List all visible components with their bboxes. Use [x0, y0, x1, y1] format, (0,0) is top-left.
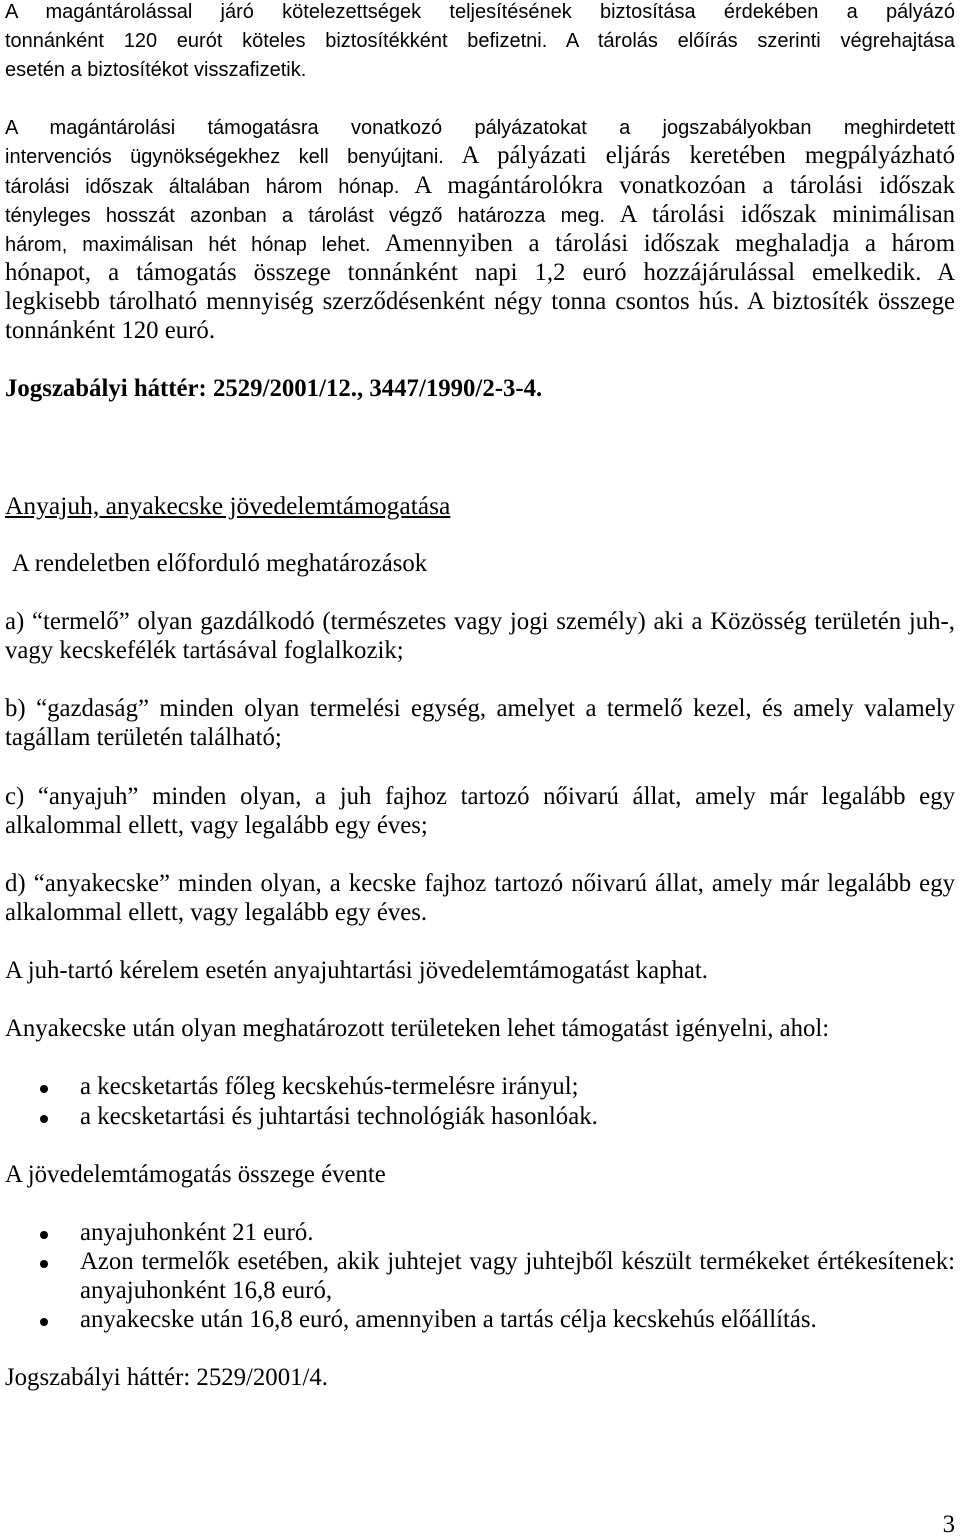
definitions-intro: A rendeletben előforduló meghatározások — [12, 549, 428, 577]
spacer — [5, 665, 955, 694]
text-segment: legkisebb tárolható mennyiség szerződésenként négy tonna csontos hús. A biztosíték összege — [5, 287, 955, 315]
spacer — [5, 840, 955, 869]
page-number: 3 — [942, 1511, 955, 1537]
spacer — [5, 927, 955, 956]
text-line: d) “anyakecske” minden olyan, a kecske fajhoz tartozó nőivarú állat, amely már legalább egy — [5, 869, 955, 897]
definition-item — [5, 607, 955, 665]
spacer — [5, 83, 955, 112]
spacer — [5, 985, 955, 1014]
text-segment: A magántárolási támogatásra vonatkozó pályázatokat a jogszabályokban meghirdetett — [5, 117, 955, 140]
spacer — [5, 462, 955, 491]
text-line: a) “termelő” olyan gazdálkodó (természetes vagy jogi személy) aki a Közösség területén juh-, — [5, 607, 955, 635]
amount-intro: A jövedelemtámogatás összege évente — [5, 1160, 386, 1188]
spacer — [5, 1131, 955, 1160]
ewe-eligibility-text: A juh-tartó kérelem esetén anyajuhtartási jövedelemtámogatást kaphat. — [5, 957, 709, 985]
text-line: alkalommal ellett, vagy legalább egy éves; — [5, 811, 428, 839]
text-line: vagy kecskefélék tartásával foglalkozik; — [5, 637, 404, 665]
text-segment: tonnánként 120 eurót köteles biztosítékként befizetni. A tárolás előírás szerinti végrehajtása — [5, 30, 955, 53]
spacer — [5, 578, 955, 607]
definition-item — [5, 869, 955, 927]
text-line — [5, 287, 955, 316]
text-segment: intervenciós ügynökségekhez kell benyújtani. — [5, 146, 444, 169]
bullet-item — [5, 1072, 955, 1101]
application-paragraph — [5, 112, 955, 345]
text-segment: tárolási időszak általában három hónap. — [5, 175, 400, 198]
bullet-marker — [40, 1318, 48, 1326]
spacer — [5, 1043, 955, 1072]
bullet-text: a kecsketartás főleg kecskehús-termelésre irányul; — [80, 1073, 579, 1101]
text-segment: tonnánként 120 euró. — [5, 317, 216, 345]
bullet-marker — [40, 1260, 48, 1268]
spacer — [5, 752, 955, 781]
text-line — [5, 54, 955, 83]
text-line — [5, 25, 955, 54]
spacer — [5, 1334, 955, 1363]
text-segment: esetén a biztosítékot visszafizetik. — [5, 59, 307, 82]
legal-basis: Jogszabályi háttér: 2529/2001/4. — [5, 1364, 328, 1392]
spacer — [5, 432, 955, 461]
text-segment: Amennyiben a tárolási időszak meghaladja a három — [384, 229, 955, 257]
bullet-marker — [40, 1085, 48, 1093]
bullet-marker — [40, 1115, 48, 1123]
goat-eligibility-text: Anyakecske után olyan meghatározott területeken lehet támogatást igényelni, ahol: — [5, 1015, 830, 1043]
bullet-continuation — [5, 1276, 955, 1305]
text-line: alkalommal ellett, vagy legalább egy éves. — [5, 898, 428, 926]
bullet-item — [5, 1247, 955, 1276]
text-line: b) “gazdaság” minden olyan termelési egység, amelyet a termelő kezel, és amely valamely — [5, 695, 955, 723]
bullet-item — [5, 1218, 955, 1247]
bullet-marker — [40, 1231, 48, 1239]
page-content — [5, 0, 955, 1393]
bullet-item — [5, 1305, 955, 1334]
amounts-list — [5, 1218, 955, 1334]
text-line — [5, 0, 955, 25]
text-line — [5, 112, 955, 141]
private-storage-section — [5, 0, 955, 403]
text-segment: A magántárolókra vonatkozóan a tárolási időszak — [414, 171, 955, 199]
text-line — [5, 171, 955, 200]
guarantee-paragraph — [5, 0, 955, 83]
spacer — [5, 403, 955, 432]
text-segment: A tárolási időszak minimálisan — [619, 200, 955, 228]
definition-item — [5, 694, 955, 752]
spacer — [5, 520, 955, 549]
text-segment: A magántárolással járó kötelezettségek teljesítésének biztosítása érdekében a pályázó — [5, 1, 955, 23]
text-line — [5, 316, 955, 345]
section-title — [5, 491, 955, 520]
text-line — [5, 141, 955, 170]
spacer — [5, 345, 955, 374]
text-line — [5, 258, 955, 287]
bullet-text: anyajuhonként 21 euró. — [80, 1218, 314, 1246]
text-line — [5, 229, 955, 258]
text-segment: tényleges hosszát azonban a tárolást végző határozza meg. — [5, 204, 606, 227]
legal-basis: Jogszabályi háttér: 2529/2001/12., 3447/1990/2-3-4. — [5, 375, 543, 403]
text-line — [5, 200, 955, 229]
ewe-goat-section — [5, 491, 955, 1393]
bullet-text: anyajuhonként 16,8 euró, — [80, 1277, 333, 1305]
text-segment: A pályázati eljárás keretében megpályázható — [461, 142, 955, 170]
spacer — [5, 1189, 955, 1218]
text-segment: három, maximálisan hét hónap lehet. — [5, 233, 371, 256]
text-line: tagállam területén található; — [5, 724, 282, 752]
bullet-item — [5, 1102, 955, 1131]
section-title-text: Anyajuh, anyakecske jövedelemtámogatása — [5, 490, 451, 520]
goat-conditions-list — [5, 1072, 955, 1130]
bullet-text: Azon termelők esetében, akik juhtejet vagy juhtejből készült termékeket értékesítenek: — [80, 1248, 955, 1276]
bullet-text: anyakecske után 16,8 euró, amennyiben a tartás célja kecskehús előállítás. — [80, 1306, 817, 1334]
definition-item — [5, 782, 955, 840]
text-line: c) “anyajuh” minden olyan, a juh fajhoz tartozó nőivarú állat, amely már legalább egy — [5, 782, 955, 810]
text-segment: hónapot, a támogatás összege tonnánként napi 1,2 euró hozzájárulással emelkedik. A — [5, 258, 955, 286]
bullet-text: a kecsketartási és juhtartási technológiák hasonlóak. — [80, 1102, 598, 1130]
